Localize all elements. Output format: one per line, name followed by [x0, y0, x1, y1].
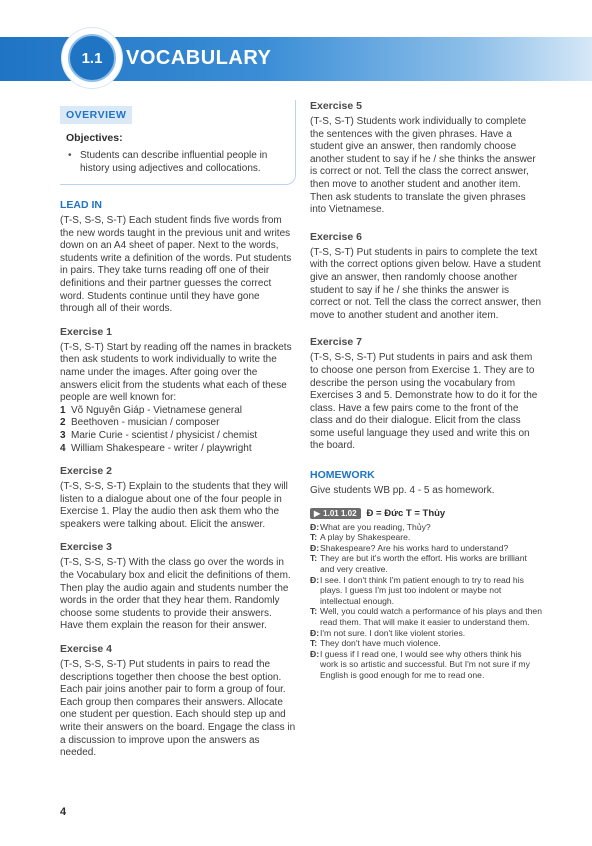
list-item: 3 Marie Curie - scientist / physicist / chemist: [60, 429, 258, 441]
dialogue-line: Đ: I see. I don't think I'm patient enough to try to read his plays. I guess I'm just too indolent or maybe not intellectual enough.: [310, 574, 524, 606]
dialogue-line: Đ: Shakespeare? Are his works hard to understand?: [310, 542, 509, 553]
right-column: [310, 100, 542, 681]
overview-box: [60, 100, 296, 185]
exercise3-heading: Exercise 3: [60, 541, 112, 554]
lead-in-heading: LEAD IN: [60, 199, 102, 211]
dialogue-line: Đ: What are you reading, Thủy?: [310, 521, 431, 532]
list-item: 2 Beethoven - musician / composer: [60, 417, 220, 429]
list-item: 1 Võ Nguyên Giáp - Vietnamese general: [60, 404, 243, 416]
exercise5-heading: Exercise 5: [310, 100, 362, 112]
left-column: [60, 100, 296, 760]
exercise4-text: (T-S, S-S, S-T) Put students in pairs to read the descriptions together then choose the best option. Each pair joins another pair to form a group of four. Each group then compares their answers. Allocate one student per question. Each should step up and write their answers on the board. Engage the class in a discussion to improve upon the answers as needed.: [60, 659, 296, 759]
dialogue-line: T: They are but it's worth the effort. His works are brilliant and very creative.: [310, 553, 527, 575]
lead-in-text: (T-S, S-S, S-T) Each student finds five words from the new words taught in the previous unit and writes down on an A4 sheet of paper. Next to the words, students write a definition of the words. Put students in pairs. They take turns reading off one of their definitions and their partner guesses the correct word. Students continue until they have gone through all of their words.: [60, 215, 292, 315]
dialogue-line: T: They don't have much violence.: [310, 638, 441, 649]
homework-text: Give students WB pp. 4 - 5 as homework.: [310, 485, 495, 497]
exercise6-heading: Exercise 6: [310, 230, 362, 243]
list-item: 4 William Shakespeare - writer / playwright: [60, 442, 252, 454]
page-number: 4: [60, 806, 67, 818]
exercise2-text: (T-S, S-S, S-T) Explain to the students that they will listen to a dialogue about one of the four people in Exercise 1. Play the audio then ask them who the speakers were talking about. Elicit the answer.: [60, 481, 288, 530]
exercise1-text: (T-S, S-T) Start by reading off the names in brackets then ask students to work individually to write the name under the images. After going over the answers elicit from the students what each of these people are well known for:: [60, 341, 292, 404]
exercise4-heading: Exercise 4: [60, 643, 112, 656]
homework-heading: HOMEWORK: [310, 469, 375, 482]
objectives-list: [66, 149, 295, 175]
dialogue: [310, 522, 542, 681]
exercise3-text: (T-S, S-S, S-T) With the class go over the words in the Vocabulary box and elicit the definitions of them. Then play the audio again and students number the words in the order that they hear them. Randomly choose some students to provide their answers. Have them explain the reason for their answer.: [60, 557, 291, 632]
exercise5-text: (T-S, S-T) Students work individually to complete the sentences with the given phrases. Have a student give an answer, then randomly choose another student to say if he / she thinks the answer is correct or not. Tell the class the correct answer, then move to another student and another item. Then ask students to translate the given phrases into Vietnamese.: [310, 116, 536, 216]
audio-track-line: [310, 508, 542, 519]
speaker-icon: ▶: [314, 508, 321, 518]
dialogue-line: T: Well, you could watch a performance of his plays and then read them. That will make it easier to understand them.: [310, 606, 542, 627]
objective-item: • Students can describe influential people in history using adjectives and collocations.: [66, 149, 295, 175]
dialogue-line: Đ: I guess if I read one, I would see why others think his work is so artistic and successful. But I'm not sure if my English is good enough for me to read one.: [310, 648, 530, 680]
exercise1-heading: Exercise 1: [60, 325, 112, 338]
audio-badge[interactable]: ▶ 1.01 1.02: [310, 508, 361, 519]
exercise2-heading: Exercise 2: [60, 465, 112, 478]
dialogue-line: Đ: I'm not sure. I don't like violent stories.: [310, 627, 466, 638]
dialogue-line: T: A play by Shakespeare.: [310, 532, 411, 543]
objectives-title: Objectives:: [66, 132, 123, 144]
speaker-key: Đ = Đức T = Thủy: [366, 507, 446, 519]
exercise7-text: (T-S, S-S, S-T) Put students in pairs and ask them to choose one person from Exercise 1. They are to describe the person using the vocabulary from Exercises 3 and 5. Demonstrate how to do it for the class. Have a few pairs come to the front of the class and do their dialogue. Elicit from the class some useful language they used and write this on the board.: [310, 352, 538, 452]
overview-tag: OVERVIEW: [60, 106, 132, 124]
unit-badge: 1.1: [68, 34, 116, 82]
page-title: VOCABULARY: [126, 47, 272, 69]
people-list: [60, 405, 296, 455]
exercise7-heading: Exercise 7: [310, 336, 362, 349]
exercise6-text: (T-S, S-T) Put students in pairs to complete the text with the correct options given below. Have a student give an answer, then randomly choose another student to say if he / she thinks the answer is correct or not. Tell the class the correct answer, then move to another student and another item.: [310, 246, 542, 321]
